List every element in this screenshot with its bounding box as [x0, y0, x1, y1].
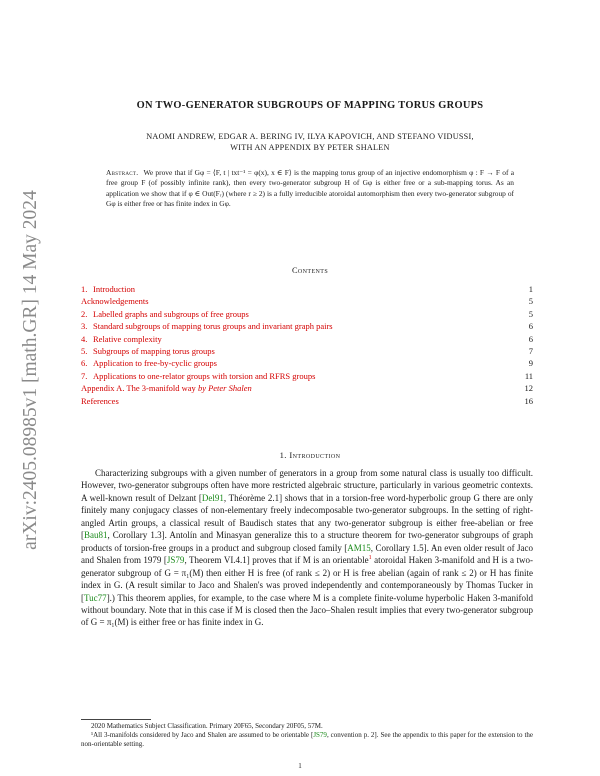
abstract: [106, 168, 514, 210]
arxiv-stamp-text: arXiv:2405.08985v1 [math.GR] 14 May 2024: [20, 190, 42, 550]
toc-entry-references[interactable]: [81, 395, 533, 407]
toc-entry-subgroups-mapping-torus[interactable]: 5. Subgroups of mapping torus groups 7: [81, 345, 533, 356]
footnote-marker[interactable]: 1: [368, 555, 372, 562]
toc-entry-label: Introduction: [93, 284, 136, 294]
author-line-2: WITH AN APPENDIX BY PETER SHALEN: [230, 143, 390, 152]
citation-del91[interactable]: Del91: [201, 492, 224, 503]
abstract-text: We prove that if Gφ = ⟨F, t | txt⁻¹ = φ(x), x ∈ F⟩ is the mapping torus group of an injective endomorphism φ : F → F of a free group F (of possibly infinite rank), then every two-generator subgroup H of Gφ is either free or a sub-mapping torus. As an application we show that if φ ∈ Out(Fᵣ) (where r ≥ 2) is a fully irreducible atoroidal automorphism then every two-generator subgroup of Gφ is either free or has finite index in Gφ.: [106, 168, 514, 209]
toc-entry-appendix-author: by Peter Shalen: [195, 383, 252, 394]
citation-tuc77[interactable]: Tuc77: [84, 592, 107, 603]
citation-bau81[interactable]: Bau81: [84, 530, 108, 541]
toc-entry-label: Application to free-by-cyclic groups: [93, 358, 217, 369]
toc-entry-acknowledgements[interactable]: [81, 295, 533, 307]
toc-entry-page: 1: [528, 284, 533, 294]
toc-entry-standard-subgroups[interactable]: 3. Standard subgroups of mapping torus groups and invariant graph pairs 6: [81, 321, 533, 332]
toc-entry-label: Standard subgroups of mapping torus groups and invariant graph pairs: [93, 321, 333, 332]
table-of-contents: [81, 283, 533, 407]
toc-entry-page: 16: [524, 395, 533, 406]
citation-am15[interactable]: AM15: [347, 542, 371, 553]
toc-entry-label: Labelled graphs and subgroups of free groups: [93, 308, 249, 319]
toc-entry-label: Acknowledgements: [81, 296, 149, 307]
toc-entry-label: References: [81, 395, 119, 406]
toc-entry-page: 9: [528, 358, 533, 369]
author-line-1: NAOMI ANDREW, EDGAR A. BERING IV, ILYA KAPOVICH, AND STEFANO VIDUSSI,: [146, 132, 474, 141]
toc-entry-page: 6: [528, 321, 533, 332]
toc-entry-introduction[interactable]: 1. Introduction 1: [81, 284, 533, 294]
paper-title: ON TWO-GENERATOR SUBGROUPS OF MAPPING TORUS GROUPS: [136, 100, 484, 111]
toc-entry-appendix[interactable]: [81, 382, 533, 394]
abstract-label: Abstract.: [106, 168, 139, 177]
arxiv-identifier-stamp: [16, 150, 46, 590]
toc-entry-page: 5: [528, 296, 533, 307]
toc-entry-page: 5: [528, 308, 533, 319]
msc-classification: 2020 Mathematics Subject Classification. Primary 20F65, Secondary 20F05, 57M.: [91, 722, 323, 730]
citation-js79-footnote[interactable]: JS79: [313, 731, 327, 740]
paragraph: Characterizing subgroups with a given number of generators in a group from some natural class is usually too difficult. However, two-generator subgroups often have more restricted algebraic structure, particularly in various geometric contexts. A well-known result of Delzant [Del91, Théorème 2.1] shows that in a torsion-free word-hyperbolic group G there are only finitely many conjugacy classes of non-elementary freely indecomposable two-generator subgroups. In the setting of right-angled Artin groups, a classical result of Baudisch states that any two-generator subgroup is either free-abelian or free [Bau81, Corollary 1.3]. Antolín and Minasyan generalize this to a structure theorem for two-generator subgroups of graph products of torsion-free groups in a product and subgroup closed family [AM15, Corollary 1.5]. An even older result of Jaco and Shalen from 1979 [JS79, Theorem VI.4.1] proves that if M is an orientable$^1$ atoroidal Haken 3-manifold and H is a two-generator subgroup of G = π₁(M) then either H is free (of rank ≤ 2) or H is free abelian (again of rank ≤ 2) or H has finite index in G. (A result similar to Jaco and Shalen's was proved independently and contemporaneously by Thomas Tucker in [Tuc77].) This theorem applies, for example, to the case where M is a complete finite-volume hyperbolic Haken 3-manifold without boundary. Note that in this case if M is closed then the Jaco–Shalen result implies that every two-generator subgroup of G = π₁(M) is either free or has finite index in G.: [81, 468, 534, 628]
toc-entry-page: 6: [528, 333, 533, 344]
contents-heading: Contents: [291, 266, 329, 275]
toc-entry-page: 12: [524, 383, 533, 394]
toc-entry-labelled-graphs[interactable]: 2. Labelled graphs and subgroups of free groups 5: [81, 308, 533, 319]
toc-entry-page: 7: [528, 345, 533, 356]
toc-entry-label: Applications to one-relator groups with torsion and RFRS groups: [93, 370, 316, 381]
author-block: [80, 131, 540, 153]
page-number: 1: [298, 762, 302, 770]
section-heading-introduction: 1. Introduction: [279, 450, 341, 460]
toc-entry-one-relator[interactable]: 7. Applications to one-relator groups with torsion and RFRS groups 11: [81, 370, 533, 381]
toc-entry-relative-complexity[interactable]: 4. Relative complexity 6: [81, 333, 533, 344]
citation-js79[interactable]: JS79: [166, 555, 185, 566]
footnote-1: ¹All 3-manifolds considered by Jaco and Shalen are assumed to be orientable [JS79, convention p. 2]. See the appendix to this paper for the extension to the non-orientable setting.: [81, 731, 533, 749]
toc-entry-label: Subgroups of mapping torus groups: [93, 345, 215, 356]
toc-entry-label: Relative complexity: [93, 333, 162, 344]
toc-entry-free-by-cyclic[interactable]: 6. Application to free-by-cyclic groups 9: [81, 358, 533, 369]
introduction-body: [81, 467, 533, 629]
toc-entry-page: 11: [524, 370, 533, 381]
toc-entry-label: Appendix A. The 3-manifold way: [81, 383, 196, 394]
footnote-rule: [81, 719, 151, 720]
footnotes: [81, 719, 533, 750]
